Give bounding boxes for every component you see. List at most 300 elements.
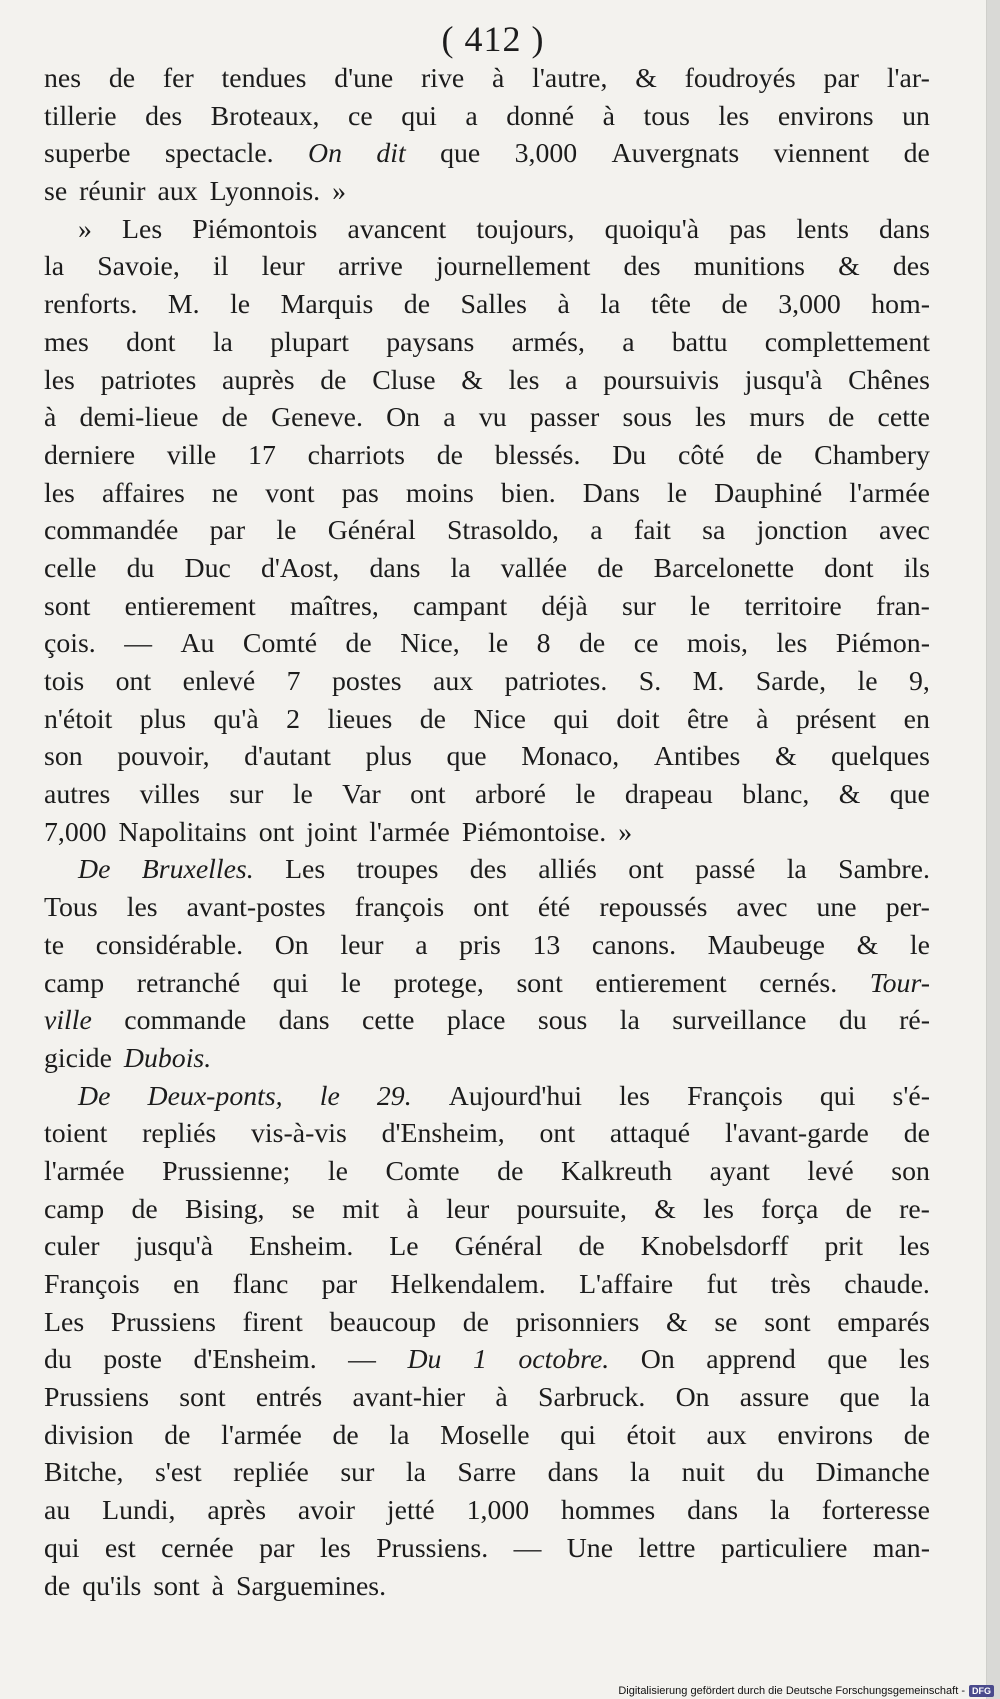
text-line	[44, 475, 930, 513]
text-line	[44, 173, 930, 211]
text-word: toient	[44, 1118, 108, 1150]
text-word: quoiqu'à	[604, 213, 700, 245]
text-word: prisonniers	[515, 1306, 640, 1338]
text-word: dans	[278, 1005, 330, 1037]
text-word: Piémon-	[835, 628, 930, 660]
text-word: Bruxelles.	[141, 854, 254, 886]
text-word: l'armée	[221, 1419, 302, 1451]
text-word: qui	[272, 967, 309, 999]
text-word: Barcelonette	[653, 552, 795, 584]
text-word: surveillance	[672, 1005, 807, 1037]
text-word: passé	[695, 854, 756, 886]
text-word: de	[436, 439, 463, 471]
text-word: l'autre,	[532, 63, 608, 94]
text-word: armés,	[511, 326, 585, 358]
text-word: fran-	[875, 590, 930, 622]
text-word: &	[838, 779, 861, 811]
text-word: Kalkreuth	[560, 1155, 673, 1187]
text-word: rive	[421, 63, 465, 94]
text-word: sous	[537, 1005, 588, 1037]
text-word: la	[630, 1457, 651, 1489]
text-word: Savoie,	[97, 251, 180, 283]
text-word: qu'à	[213, 703, 259, 735]
text-word: sur	[340, 1457, 375, 1489]
text-word: Dans	[582, 477, 640, 509]
text-word: &	[665, 1306, 688, 1338]
text-word: mit	[342, 1193, 380, 1225]
text-word: dont	[824, 552, 874, 584]
text-word: sont	[764, 1306, 811, 1338]
text-line	[44, 248, 930, 286]
text-word: ont	[628, 854, 664, 886]
text-word: les	[44, 364, 75, 396]
text-line	[44, 324, 930, 362]
text-line	[44, 1115, 930, 1153]
text-word: Antibes	[653, 741, 741, 773]
text-word: hommes	[561, 1495, 656, 1527]
text-line	[44, 1454, 930, 1492]
text-word: beaucoup	[329, 1306, 437, 1338]
text-word: le	[488, 628, 509, 660]
text-word: le	[292, 779, 313, 811]
text-word: jonction	[756, 515, 848, 547]
text-word: demi-lieue	[79, 402, 199, 434]
text-word: l'armée	[369, 816, 450, 848]
text-word: Moselle	[440, 1419, 530, 1451]
text-word: poursuivis	[603, 364, 720, 396]
text-word: de	[462, 1306, 490, 1338]
text-word: flanc	[232, 1269, 289, 1300]
text-word: jusqu'à	[744, 364, 823, 396]
text-word: Comte	[385, 1155, 460, 1187]
text-word: sont	[516, 967, 563, 999]
text-word: vallée	[500, 552, 568, 584]
text-line	[44, 851, 930, 889]
text-word: Napolitains	[118, 816, 247, 848]
text-word: s'est	[155, 1457, 202, 1489]
text-word: re-	[899, 1193, 930, 1225]
text-word: a	[443, 402, 456, 434]
text-line	[44, 286, 930, 324]
text-word: 13	[532, 929, 561, 961]
text-word: dans	[879, 213, 930, 245]
text-word: enlevé	[182, 666, 256, 697]
text-word: les	[126, 892, 158, 924]
text-word: vont	[265, 477, 315, 509]
text-word: leur	[261, 251, 305, 283]
text-line	[44, 1040, 930, 1078]
text-word: des	[892, 251, 930, 283]
text-word: Cluse	[372, 364, 436, 396]
text-word: la	[389, 1419, 410, 1451]
text-word: après	[207, 1495, 267, 1527]
text-word: On	[640, 1344, 675, 1376]
text-word: fut	[706, 1269, 738, 1300]
text-word: le	[340, 967, 361, 999]
text-word: leur	[340, 929, 384, 961]
text-word: charriots	[307, 439, 405, 471]
text-word: entierement	[124, 590, 256, 622]
text-word: auprès	[222, 364, 295, 396]
text-word: camp	[44, 967, 105, 999]
text-word: gicide	[44, 1042, 112, 1074]
text-word: le	[690, 590, 711, 622]
text-word: Bising,	[184, 1193, 265, 1225]
text-word: d'Ensheim.	[193, 1344, 317, 1376]
text-word: poste	[103, 1344, 162, 1376]
text-word: cernés.	[759, 967, 838, 999]
text-line	[44, 550, 930, 588]
text-word: s'é-	[892, 1080, 930, 1112]
text-word: des	[469, 854, 507, 886]
text-word: avec	[736, 892, 788, 924]
text-word: ce	[633, 628, 659, 660]
text-word: division	[44, 1419, 134, 1451]
text-word: la	[212, 326, 233, 358]
text-word: journellement	[435, 251, 591, 283]
text-word: le	[909, 929, 930, 961]
text-word: la	[450, 552, 471, 584]
text-word: Sarguemines.	[236, 1570, 387, 1602]
text-word: 3,000	[778, 289, 841, 321]
text-word: spectacle.	[164, 138, 274, 170]
text-word: de	[332, 1419, 359, 1451]
text-word: l'ar-	[886, 63, 930, 94]
text-word: »	[332, 176, 347, 208]
text-word: apprend	[706, 1344, 796, 1376]
text-word: 1	[472, 1344, 487, 1376]
text-word: Sarbruck.	[538, 1382, 646, 1414]
text-word: Sambre.	[838, 854, 930, 886]
text-word: derniere	[44, 439, 136, 471]
text-word: Prussiens.	[376, 1532, 489, 1564]
article-text	[44, 60, 930, 1605]
text-word: a	[565, 364, 578, 396]
text-word: doit	[616, 703, 660, 735]
text-word: présent	[795, 703, 877, 735]
text-word: une	[816, 892, 857, 924]
text-line	[44, 738, 930, 776]
text-word: a	[415, 929, 428, 961]
digitization-credit	[618, 1685, 994, 1697]
text-word: de	[131, 1193, 158, 1225]
text-word: ne	[211, 477, 239, 509]
text-word: Dubois.	[123, 1042, 212, 1074]
text-word: en	[173, 1269, 200, 1300]
text-word: Au	[180, 628, 215, 660]
text-word: un	[902, 100, 930, 132]
text-word: de	[419, 703, 446, 735]
text-word: Comté	[242, 628, 318, 660]
text-word: a	[465, 100, 478, 132]
text-word: à	[406, 1193, 419, 1225]
text-word: les	[319, 1532, 351, 1564]
text-word: força	[761, 1193, 819, 1225]
text-word: de	[403, 289, 431, 321]
text-word: avoir	[297, 1495, 356, 1527]
text-word: très	[770, 1269, 811, 1300]
text-word: de	[903, 138, 930, 170]
text-line	[44, 1002, 930, 1040]
text-word: &	[635, 63, 657, 94]
text-word: a	[590, 515, 603, 547]
text-line	[44, 1153, 930, 1191]
text-word: sont	[179, 1382, 226, 1414]
text-word: Prussienne;	[162, 1155, 291, 1187]
text-line	[44, 701, 930, 739]
text-word: donné	[506, 100, 575, 132]
text-word: dans	[687, 1495, 739, 1527]
text-word: la	[769, 1495, 791, 1527]
text-line	[44, 927, 930, 965]
text-word: &	[856, 929, 879, 961]
text-word: particuliere	[720, 1532, 848, 1564]
text-word: le	[327, 1155, 348, 1187]
text-word: lettre	[638, 1532, 696, 1564]
text-word: prit	[824, 1231, 864, 1263]
text-word: Bitche,	[44, 1457, 124, 1489]
text-word: entrés	[255, 1382, 323, 1414]
text-word: des	[623, 251, 661, 283]
text-word: viennent	[773, 138, 870, 170]
text-word: aux	[706, 1419, 747, 1451]
text-word: de	[108, 63, 136, 94]
text-word: avancent	[347, 213, 447, 245]
text-word: ville	[166, 439, 217, 471]
text-word: tous	[643, 100, 690, 132]
text-word: autres	[44, 779, 111, 811]
text-word: Monaco,	[521, 741, 620, 773]
text-word: plupart	[270, 326, 349, 358]
text-word: avant-postes	[186, 892, 326, 924]
text-word: culer	[44, 1231, 100, 1263]
text-line	[44, 60, 930, 98]
text-word: On	[675, 1382, 710, 1414]
text-word: 7,000	[44, 816, 107, 848]
text-line	[44, 1228, 930, 1266]
text-word: jetté	[386, 1495, 435, 1527]
text-word: que	[446, 741, 487, 773]
text-word: réunir	[79, 176, 146, 208]
text-word: tois	[44, 666, 85, 697]
text-word: L'affaire	[579, 1269, 674, 1300]
text-word: Broteaux,	[210, 100, 320, 132]
text-word: du	[838, 1005, 867, 1037]
text-word: 7	[286, 666, 301, 697]
text-word: Strasoldo,	[446, 515, 559, 547]
text-word: le	[319, 1080, 340, 1112]
text-word: man-	[872, 1532, 930, 1564]
text-word: son	[44, 741, 83, 773]
text-word: De	[78, 854, 111, 886]
text-word: en	[903, 703, 930, 735]
text-word: françois	[354, 892, 445, 924]
text-word: Helkendalem.	[390, 1269, 546, 1300]
text-word: pas	[729, 213, 767, 245]
text-word: de	[578, 1231, 605, 1263]
text-word: 29.	[376, 1080, 412, 1112]
text-word: de	[164, 1419, 191, 1451]
credit-text: Digitalisierung gefördert durch die Deutsche Forschungsgemeinschaft -	[618, 1685, 965, 1697]
text-word: du	[126, 552, 155, 584]
text-word: battu	[671, 326, 728, 358]
text-word: paysans	[386, 326, 475, 358]
text-word: se	[291, 1193, 315, 1225]
text-word: postes	[332, 666, 402, 697]
text-word: 3,000	[514, 138, 578, 170]
text-word: de	[903, 1118, 930, 1150]
text-word: M.	[167, 289, 200, 321]
text-word: Salles	[460, 289, 527, 321]
text-word: munitions	[693, 251, 805, 283]
text-word: dans	[547, 1457, 599, 1489]
text-word: cernée	[161, 1532, 234, 1564]
text-word: mes	[44, 326, 89, 358]
text-word: se	[44, 176, 68, 208]
text-word: environs	[777, 1419, 874, 1451]
text-line	[44, 1568, 930, 1606]
text-word: son	[891, 1155, 930, 1187]
text-word: blanc,	[742, 779, 810, 811]
text-word: patriotes	[100, 364, 197, 396]
text-word: forteresse	[821, 1495, 930, 1527]
text-word: On	[274, 929, 309, 961]
text-word: qui	[401, 100, 437, 132]
text-line	[44, 814, 930, 852]
text-word: côté	[678, 439, 725, 471]
text-word: Geneve.	[271, 402, 363, 434]
text-word: çois.	[44, 628, 96, 660]
text-word: moins	[405, 477, 474, 509]
text-word: de	[721, 289, 748, 321]
text-word: poursuite,	[516, 1193, 627, 1225]
text-word: ville	[44, 1005, 92, 1037]
text-word: Une	[566, 1532, 614, 1564]
text-word: cette	[361, 1005, 415, 1037]
text-line	[44, 1530, 930, 1568]
text-line	[44, 399, 930, 437]
text-word: 1,000	[466, 1495, 530, 1527]
text-word: troupes	[356, 854, 439, 886]
text-word: la	[786, 854, 807, 886]
text-word: place	[446, 1005, 506, 1037]
text-word: est	[104, 1532, 136, 1564]
text-word: fait	[633, 515, 671, 547]
text-word: les	[898, 1344, 930, 1376]
text-word: dit	[376, 138, 406, 170]
text-word: de	[221, 402, 248, 434]
text-word: avec	[878, 515, 930, 547]
text-word: &	[774, 741, 797, 773]
text-word: S.	[638, 666, 662, 697]
text-word: retranché	[136, 967, 241, 999]
text-word: les	[718, 100, 750, 132]
text-word: pas	[341, 477, 379, 509]
text-word: vis-à-vis	[251, 1118, 347, 1150]
text-line	[44, 588, 930, 626]
text-word: que	[827, 1344, 868, 1376]
text-word: à	[557, 289, 570, 321]
text-word: pris	[459, 929, 501, 961]
text-word: &	[654, 1193, 676, 1225]
text-word: d'autant	[244, 741, 331, 773]
text-word: tendues	[221, 63, 307, 94]
text-word: les	[703, 1193, 734, 1225]
text-word: lents	[796, 213, 849, 245]
text-word: la	[44, 251, 65, 283]
text-word: Auvergnats	[611, 138, 740, 170]
text-word: aux	[433, 666, 474, 697]
text-word: les	[776, 628, 808, 660]
text-word: été	[537, 892, 571, 924]
text-word: la	[405, 1457, 426, 1489]
text-word: les	[899, 1231, 930, 1263]
text-word: nuit	[681, 1457, 725, 1489]
text-word: chaude.	[844, 1269, 930, 1300]
text-word: sont	[153, 1570, 200, 1602]
text-word: villes	[139, 779, 200, 811]
text-word: cette	[877, 402, 930, 434]
text-word: que	[440, 138, 481, 170]
text-word: renforts.	[44, 289, 138, 321]
text-word: repoussés	[599, 892, 708, 924]
text-word: que	[839, 1382, 880, 1414]
text-word: blessés.	[494, 439, 581, 471]
text-word: le	[230, 289, 251, 321]
text-word: assure	[739, 1382, 810, 1414]
text-word: l'avant-garde	[724, 1118, 869, 1150]
text-word: De	[78, 1080, 111, 1112]
text-word: d'Aost,	[260, 552, 340, 584]
text-word: à	[495, 1382, 508, 1414]
text-word: &	[461, 364, 483, 396]
text-word: Piémontois	[192, 213, 318, 245]
text-word: qui	[819, 1080, 856, 1112]
text-word: ils	[903, 552, 930, 584]
text-word: Ensheim.	[249, 1231, 354, 1263]
text-word: mois,	[686, 628, 748, 660]
page-number: ( 412 )	[441, 19, 545, 59]
text-word: le	[667, 477, 688, 509]
text-word: Les	[285, 854, 326, 886]
text-word: jusqu'à	[135, 1231, 214, 1263]
text-word: Chambery	[814, 439, 930, 471]
text-word: ont	[410, 779, 446, 811]
text-word: quelques	[831, 741, 930, 773]
text-word: pouvoir,	[117, 741, 210, 773]
text-word: la	[909, 1382, 930, 1414]
text-word: à	[44, 402, 57, 434]
text-word: le	[575, 779, 596, 811]
text-line	[44, 625, 930, 663]
text-word: que	[889, 779, 930, 811]
text-word: affaires	[101, 477, 185, 509]
text-word: M.	[692, 666, 725, 697]
text-word: considérable.	[95, 929, 244, 961]
text-word: à	[602, 100, 616, 132]
text-word: qu'ils	[82, 1570, 142, 1602]
text-word: —	[124, 628, 152, 660]
text-word: Lundi,	[102, 1495, 176, 1527]
text-word: par	[259, 1532, 295, 1564]
text-word: du	[44, 1344, 72, 1376]
text-word: Sarre	[457, 1457, 517, 1489]
text-word: plus	[139, 703, 187, 735]
text-word: sous	[622, 402, 672, 434]
text-word: bien.	[500, 477, 556, 509]
text-word: avant-hier	[352, 1382, 466, 1414]
text-word: On	[308, 138, 342, 170]
